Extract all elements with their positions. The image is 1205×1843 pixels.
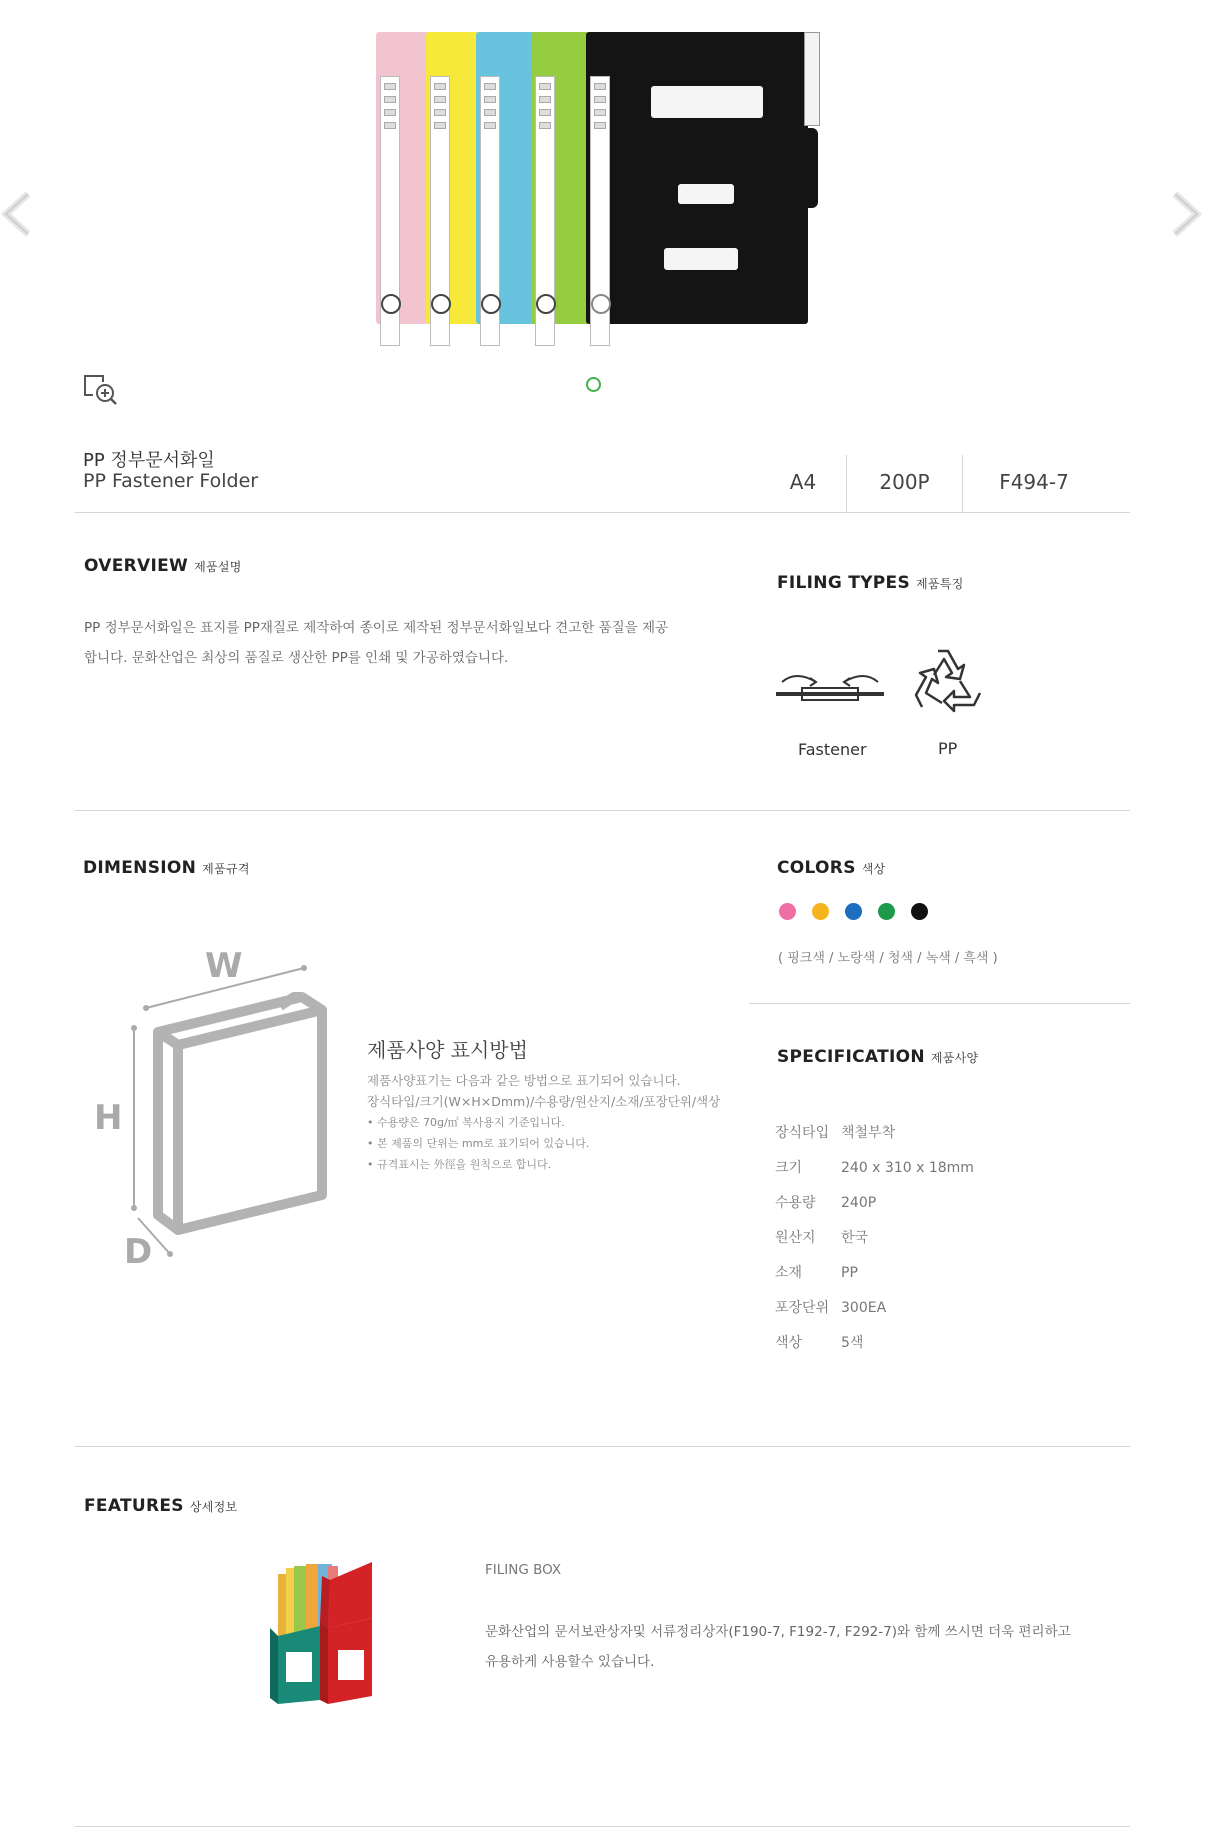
filing-box-image	[268, 1556, 408, 1706]
dimension-title: DIMENSION	[83, 858, 197, 878]
dimension-heading	[83, 858, 250, 878]
color-names: ( 핑크색 / 노랑색 / 청색 / 녹색 / 흑색 )	[778, 951, 998, 966]
filing-types-heading	[777, 573, 964, 593]
dimension-h-label: H	[94, 1098, 123, 1138]
dimension-subtitle: 제품규격	[202, 862, 250, 876]
product-name-en: PP Fastener Folder	[83, 470, 259, 492]
feature-line: 유용하게 사용할수 있습니다.	[485, 1654, 655, 1670]
spec-method-line: 제품사양표기는 다음과 같은 방법으로 표기되어 있습니다.	[367, 1073, 681, 1088]
spec-method-title: 제품사양 표시방법	[367, 1038, 528, 1062]
divider	[75, 1446, 1130, 1447]
spec-value: PP	[841, 1265, 858, 1281]
carousel-indicator-dot[interactable]	[586, 377, 601, 392]
folder-tab	[804, 32, 820, 126]
spec-method-bullet: • 본 제품의 단위는 mm로 표기되어 있습니다.	[367, 1137, 590, 1150]
color-swatch-yellow[interactable]	[812, 903, 829, 920]
spec-row	[775, 1122, 1025, 1142]
folder-blue	[476, 32, 536, 324]
specification-title: SPECIFICATION	[777, 1047, 925, 1067]
product-capacity: 200P	[879, 470, 930, 494]
feature-text	[485, 1617, 1125, 1677]
spec-method-bullet: • 규격표시는 外徑을 원칙으로 합니다.	[367, 1158, 552, 1171]
overview-line: PP 정부문서화일은 표지를 PP재질로 제작하여 종이로 제작된 정부문서화일보다 견고한 품질을 제공	[84, 620, 669, 636]
features-title: FEATURES	[84, 1496, 184, 1516]
chevron-left-icon	[0, 190, 36, 238]
folder-green	[531, 32, 589, 324]
carousel-next-button[interactable]	[1167, 190, 1203, 238]
divider	[75, 512, 1130, 513]
folder-tab	[804, 128, 818, 208]
spec-value: 300EA	[841, 1300, 887, 1316]
colors-heading	[777, 858, 886, 878]
spec-key: 크기	[775, 1160, 803, 1176]
filing-type-label: Fastener	[798, 740, 867, 759]
spec-value: 5색	[841, 1335, 864, 1351]
spec-row	[775, 1262, 1025, 1282]
spec-value: 책철부착	[841, 1125, 896, 1141]
spec-row	[775, 1297, 1025, 1317]
carousel-prev-button[interactable]	[0, 190, 36, 238]
fastener-icon	[774, 668, 886, 708]
filing-types-title: FILING TYPES	[777, 573, 911, 593]
product-image	[376, 0, 830, 340]
spec-key: 장식타입	[775, 1125, 830, 1141]
spec-key: 색상	[775, 1335, 803, 1351]
spec-value: 240 x 310 x 18mm	[841, 1160, 974, 1176]
spec-method-text	[367, 1070, 727, 1175]
overview-line: 합니다. 문화산업은 최상의 품질로 생산한 PP를 인쇄 및 가공하였습니다.	[84, 650, 509, 666]
product-code: F494-7	[999, 470, 1069, 494]
color-swatch-black[interactable]	[911, 903, 928, 920]
spec-key: 소재	[775, 1265, 803, 1281]
spec-row	[775, 1157, 1025, 1177]
zoom-in-button[interactable]	[83, 372, 119, 406]
color-swatch-pink[interactable]	[779, 903, 796, 920]
product-name-ko: PP 정부문서화일	[83, 450, 215, 471]
spec-row	[775, 1227, 1025, 1247]
feature-line: 문화산업의 문서보관상자및 서류정리상자(F190-7, F192-7, F292-7)와 함께 쓰시면 더욱 편리하고	[485, 1624, 1071, 1640]
product-size: A4	[789, 470, 817, 494]
spec-value: 240P	[841, 1195, 877, 1211]
zoom-in-icon	[83, 372, 119, 406]
specification-subtitle: 제품사양	[930, 1051, 979, 1065]
spec-row	[775, 1192, 1025, 1212]
bullet-text: 규격표시는 外徑을 원칙으로 합니다.	[377, 1158, 552, 1171]
divider	[749, 1003, 1130, 1004]
spec-key: 원산지	[775, 1230, 816, 1246]
dimension-d-label: D	[124, 1232, 153, 1272]
spec-key: 수용량	[775, 1195, 816, 1211]
spec-method-line: 장식타입/크기(W×H×Dmm)/수용량/원산지/소재/포장단위/색상	[367, 1094, 721, 1109]
product-carousel	[0, 0, 1205, 360]
colors-title: COLORS	[777, 858, 856, 878]
folder-black	[586, 32, 808, 324]
specification-heading	[777, 1047, 978, 1067]
overview-title: OVERVIEW	[84, 556, 189, 576]
overview-text	[84, 613, 704, 673]
feature-item-title: FILING BOX	[485, 1562, 562, 1578]
spec-key: 포장단위	[775, 1300, 830, 1316]
bullet-text: 수용량은 70g/㎡ 복사용지 기준입니다.	[377, 1116, 565, 1129]
divider	[75, 810, 1130, 811]
dimension-w-label: W	[205, 946, 243, 986]
overview-heading	[84, 556, 242, 576]
color-swatch-green[interactable]	[878, 903, 895, 920]
dimension-diagram	[90, 940, 350, 1270]
overview-subtitle: 제품설명	[194, 560, 242, 574]
filing-type-label: PP	[938, 739, 958, 758]
spec-method-bullet: • 수용량은 70g/㎡ 복사용지 기준입니다.	[367, 1116, 565, 1129]
filing-types-subtitle: 제품특징	[916, 577, 964, 591]
divider	[75, 1826, 1130, 1827]
colors-subtitle: 색상	[861, 862, 886, 876]
recycle-icon	[912, 645, 986, 719]
spec-row	[775, 1332, 1025, 1352]
spec-value: 한국	[841, 1230, 869, 1246]
features-subtitle: 상세정보	[189, 1500, 238, 1514]
bullet-text: 본 제품의 단위는 mm로 표기되어 있습니다.	[377, 1137, 590, 1150]
color-swatch-blue[interactable]	[845, 903, 862, 920]
chevron-right-icon	[1167, 190, 1203, 238]
features-heading	[84, 1496, 237, 1516]
